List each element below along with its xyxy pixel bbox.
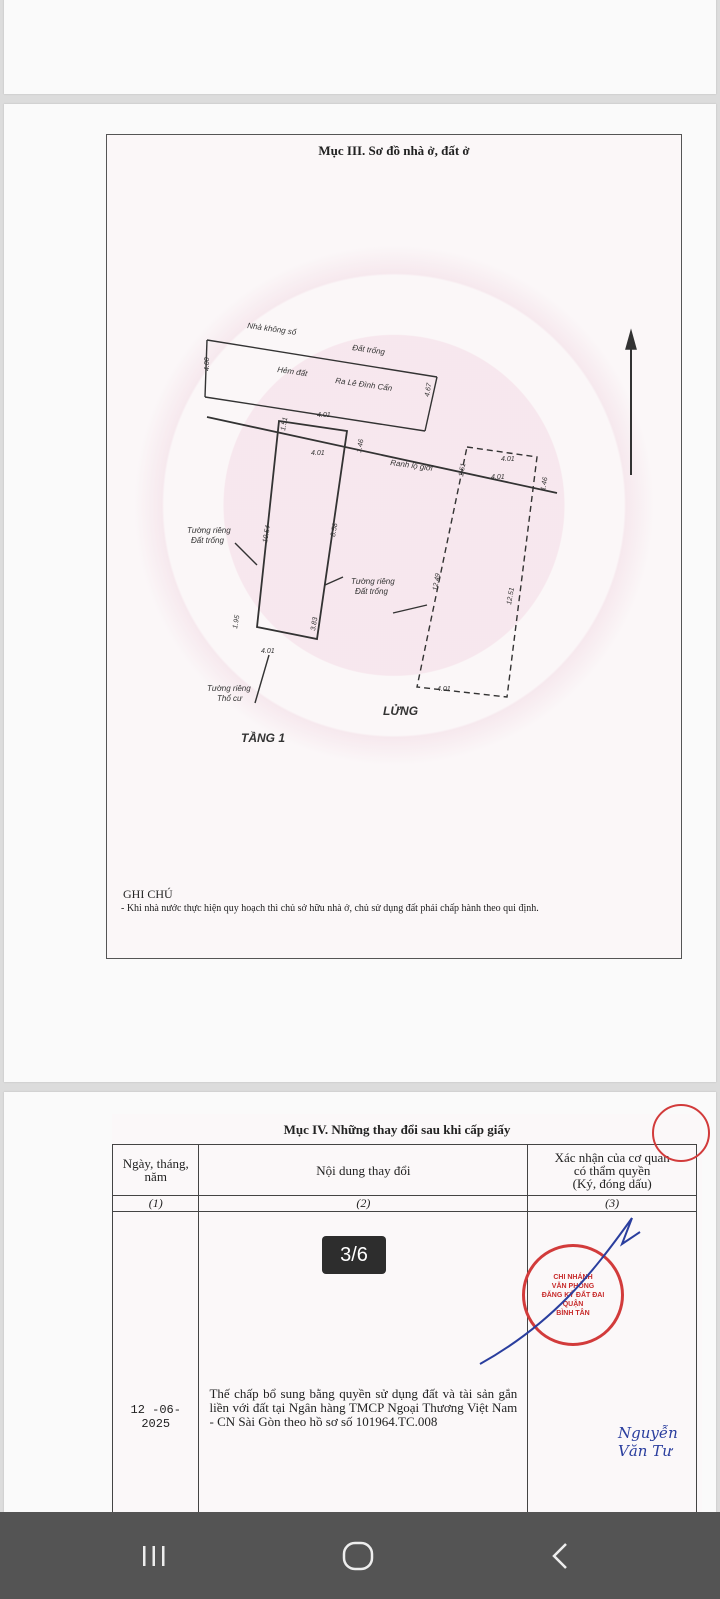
dim-4-01-a: 4.01: [317, 412, 331, 419]
dim-3-83: 3.83: [310, 616, 320, 632]
seal-line-1: CHI NHÁNH: [553, 1273, 593, 1281]
label-tuong-rieng-2: Tường riêng: [351, 577, 395, 586]
ghi-chu-title: GHI CHÚ: [123, 887, 173, 901]
seal-line-2: VĂN PHÒNG: [551, 1282, 595, 1290]
table-number-row: [113, 1196, 697, 1212]
recent-apps-button[interactable]: [124, 1534, 184, 1578]
dim-1-46-a: 1.46: [356, 438, 366, 454]
document-page-2: [4, 0, 716, 94]
dim-1-46-b: 1.46: [540, 476, 550, 492]
recent-apps-icon: [140, 1544, 168, 1568]
col-number-1: (1): [113, 1196, 199, 1212]
label-dat-trong-1: Đất trống: [191, 536, 224, 545]
label-dat-trong-2: Đất trống: [355, 587, 388, 596]
navigation-bar: [0, 1512, 720, 1599]
back-icon: [548, 1541, 572, 1571]
dim-4-01-f: 4.01: [437, 686, 451, 693]
dim-12-51: 12.51: [506, 586, 517, 606]
label-tho-cu: Thổ cư: [217, 694, 243, 703]
back-button[interactable]: [530, 1534, 590, 1578]
seal-line-3: ĐĂNG KÝ ĐẤT ĐAI: [541, 1291, 605, 1299]
header-date: Ngày, tháng, năm: [113, 1145, 199, 1196]
label-dat-trong-top: Đất trống: [351, 343, 386, 357]
header-confirmation-line-1: Xác nhận của cơ quan: [554, 1149, 670, 1165]
dim-4-00: 4.00: [204, 357, 211, 371]
section-4-frame: [112, 1114, 702, 1514]
col-number-3: (3): [528, 1196, 697, 1212]
dim-1-51-a: 1.51: [280, 416, 290, 432]
label-ra-le-dinh-can: Ra Lê Đình Cẩn: [334, 376, 393, 393]
house-diagram: [107, 135, 681, 958]
section-4-title: Mục IV. Những thay đổi sau khi cấp giấy: [283, 1122, 511, 1137]
dim-4-01-c: 4.01: [261, 648, 275, 655]
label-tang-1: TẦNG 1: [241, 731, 286, 745]
signature: Nguyễn Văn Tư: [618, 1424, 678, 1460]
home-button[interactable]: [328, 1534, 388, 1578]
document-page-3: [4, 104, 716, 1082]
dim-1-95: 1.95: [232, 614, 242, 630]
dim-1-51-b: 1.51: [458, 462, 468, 478]
document-page-4: [4, 1092, 716, 1512]
dim-4-01-b: 4.01: [311, 450, 325, 457]
label-tuong-rieng-1: Tường riêng: [187, 526, 231, 535]
section-3-title: Mục III. Sơ đồ nhà ở, đất ở: [318, 143, 470, 158]
seal-line-5: BÌNH TÂN: [556, 1309, 590, 1317]
label-hem-dat: Hẻm đất: [276, 365, 308, 379]
header-confirmation-line-2: có thẩm quyền: [573, 1162, 651, 1178]
seal-line-4: QUẬN: [562, 1300, 584, 1308]
label-nha-khong-so: Nhà không số: [246, 321, 297, 337]
entry-content: Thế chấp bổ sung bằng quyền sử dụng đất và tài sản gắn liền với đất tại Ngân hàng TMCP Ngoại Thương Việt Nam - CN Sài Gòn theo hồ sơ số 101964.TC.008: [199, 1212, 528, 1563]
label-lung: LỬNG: [383, 704, 419, 718]
header-confirmation-line-3: (Ký, đóng dấu): [572, 1175, 652, 1191]
road-boundary-line: [207, 417, 557, 493]
signature-stroke: [472, 1214, 642, 1374]
header-content: Nội dung thay đổi: [199, 1145, 528, 1196]
col-number-2: (2): [199, 1196, 528, 1212]
entry-date: 12 -06- 2025: [113, 1212, 199, 1563]
label-ranh-lo-gioi: Ranh lộ giới: [389, 458, 434, 473]
corner-seal: [652, 1104, 710, 1162]
table-header-row: [113, 1145, 697, 1196]
ghi-chu-note: - Khi nhà nước thực hiện quy hoạch thì chủ sở hữu nhà ở, chủ sử dụng đất phải chấp hành theo qui định.: [121, 903, 539, 914]
dim-4-01-e: 4.01: [491, 474, 505, 481]
dim-12-49: 12.49: [432, 572, 443, 592]
dim-10-54: 10.54: [262, 524, 273, 544]
section-3-frame: [106, 134, 682, 959]
home-icon: [341, 1541, 375, 1571]
dim-8-58: 8.58: [330, 522, 340, 538]
dim-4-01-d: 4.01: [501, 456, 515, 463]
page-counter: 3/6: [322, 1236, 386, 1274]
alley-line-top: [207, 340, 437, 377]
label-tuong-rieng-3: Tường riêng: [207, 684, 251, 693]
dim-4-67: 4.67: [424, 382, 434, 398]
